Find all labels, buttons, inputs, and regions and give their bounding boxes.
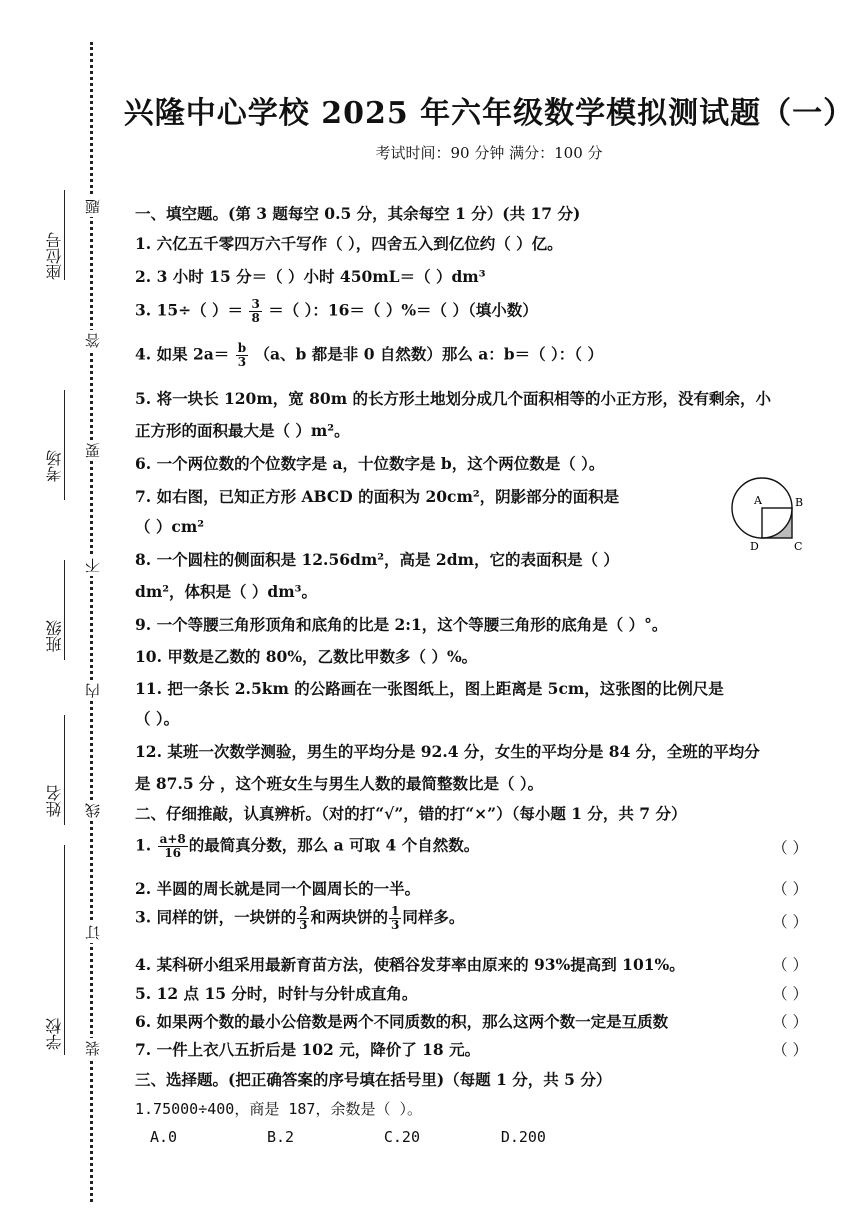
exam-room-blank [64,390,65,500]
question-1-6: 6. 一个两位数的个位数字是 a，十位数字是 b，这个两位数是（ ）。 [135,454,605,473]
question-2-2: 2. 半圆的周长就是同一个圆周长的一半。 [135,879,421,898]
question-3-1-options [150,1128,830,1146]
q2-1-prefix: 1. [135,835,152,855]
question-1-1: 1. 六亿五千零四万六千写作（ ），四舍五入到亿位约（ ）亿。 [135,234,563,253]
q2-3-part-c: 同样多。 [402,907,465,927]
fraction [249,298,261,325]
school-blank [64,845,65,1055]
circle-square-figure [722,470,814,558]
name-label: 姓名 [44,785,64,817]
question-2-4: 4. 某科研小组采用最新育苗方法，使稻谷发芽率由原来的 93%提高到 101%。 [135,955,685,974]
question-1-5-line2: 正方形的面积最大是（ ）m²。 [135,421,350,440]
seal-char: 要 [82,440,102,461]
q2-3-part-b: 和两块饼的 [310,907,388,927]
question-1-7-line1: 7. 如右图，已知正方形 ABCD 的面积为 20cm²，阴影部分的面积是 [135,487,620,506]
school-label: 学校 [44,1018,64,1050]
question-1-12-line1: 12. 某班一次数学测验，男生的平均分是 92.4 分，女生的平均分是 84 分，全班的平均分 [135,742,760,761]
question-1-11-line1: 11. 把一条长 2.5km 的公路画在一张图纸上，图上距离是 5cm，这张图的比例尺是 [135,679,724,698]
q3-part-a: 3. 15÷（ ）＝ [135,300,244,320]
question-2-6: 6. 如果两个数的最小公倍数是两个不同质数的积，那么这两个数一定是互质数 [135,1012,669,1031]
seal-char: 线 [82,800,102,821]
section3-heading: 三、选择题。(把正确答案的序号填在括号里)（每题 1 分，共 5 分） [135,1070,612,1089]
question-3-1: 1.75000÷400，商是 187，余数是（ ）。 [135,1100,422,1118]
answer-bracket[interactable]: （ ） [772,985,808,1003]
numerator: 2 [299,904,308,918]
question-1-7-line2: （ ）cm² [135,517,205,536]
question-1-5-line1: 5. 将一块长 120m，宽 80m 的长方形土地划分成几个面积相等的小正方形，没有剩余，小 [135,389,771,408]
answer-bracket[interactable]: （ ） [772,956,808,974]
section1-heading: 一、填空题。(第 3 题每空 0.5 分，其余每空 1 分）(共 17 分) [135,204,581,223]
denominator: 3 [237,355,247,369]
option-a[interactable]: A.0 [150,1128,178,1146]
seat-number-label: 座位号 [44,232,64,280]
fraction [297,905,309,932]
answer-bracket[interactable]: （ ） [772,1013,808,1031]
question-2-5: 5. 12 点 15 分时，时针与分针成直角。 [135,984,418,1003]
fraction [158,833,188,860]
question-1-4 [135,342,830,369]
seat-number-blank [64,190,65,280]
section2-heading: 二、仔细推敲，认真辨析。（对的打“√”，错的打“×”）（每小题 1 分，共 7 分） [135,804,687,823]
fraction [236,342,248,369]
answer-bracket[interactable]: （ ） [772,839,808,857]
q4-part-b: （a、b 都是非 0 自然数）那么 a：b＝（ ）：（ ） [254,344,603,364]
numerator: 3 [251,297,260,311]
label-b: B [795,496,804,509]
denominator: 8 [251,311,260,325]
label-a: A [754,494,762,507]
question-1-11-line2: （ ）。 [135,709,180,728]
binding-margin [0,0,118,1215]
seal-char: 内 [82,680,102,701]
option-c[interactable]: C.20 [383,1128,420,1146]
option-d[interactable]: D.200 [500,1128,546,1146]
page-title: 兴隆中心学校 2025 年六年级数学模拟测试题（一） [123,96,855,131]
numerator: 1 [390,904,400,918]
q4-part-a: 4. 如果 2a＝ [135,344,230,364]
option-b[interactable]: B.2 [266,1128,295,1146]
question-1-8-line1: 8. 一个圆柱的侧面积是 12.56dm²，高是 2dm，它的表面积是（ ） [135,550,619,569]
exam-room-label: 考场 [44,450,64,482]
numerator: a+8 [159,832,186,846]
question-1-9: 9. 一个等腰三角形顶角和底角的比是 2:1，这个等腰三角形的底角是（ ）°。 [135,615,668,634]
fraction [389,905,401,932]
class-blank [64,560,65,660]
denominator: 3 [390,918,400,932]
answer-bracket[interactable]: （ ） [772,913,808,931]
seal-char: 不 [82,555,102,576]
question-1-10: 10. 甲数是乙数的 80%，乙数比甲数多（ ）%。 [135,647,478,666]
q2-3-part-a: 3. 同样的饼，一块饼的 [135,907,297,927]
question-1-8-line2: dm²，体积是（ ）dm³。 [135,582,317,601]
denominator: 16 [164,846,182,860]
q3-part-b: ＝（ ）：16＝（ ）%＝（ ）（填小数） [268,300,538,320]
seal-char: 订 [82,922,102,943]
exam-info: 考试时间：90 分钟 满分：100 分 [375,144,603,162]
seal-char: 题 [82,196,102,217]
question-2-7: 7. 一件上衣八五折后是 102 元，降价了 18 元。 [135,1040,481,1059]
answer-bracket[interactable]: （ ） [772,880,808,898]
seal-char: 装 [82,1038,102,1059]
question-1-3 [135,298,830,325]
question-1-12-line2: 是 87.5 分 ，这个班女生与男生人数的最简整数比是（ ）。 [135,774,544,793]
seal-char: 答 [82,330,102,351]
label-d: D [750,540,759,553]
question-2-1 [135,833,830,860]
denominator: 3 [299,918,308,932]
class-label: 班级 [44,620,64,652]
question-1-2: 2. 3 小时 15 分＝（ ）小时 450mL＝（ ）dm³ [135,267,486,286]
answer-bracket[interactable]: （ ） [772,1041,808,1059]
label-c: C [794,540,803,553]
name-blank [64,715,65,825]
question-2-3 [135,905,830,932]
q2-1-text: 的最简真分数，那么 a 可取 4 个自然数。 [188,835,480,855]
numerator: b [237,341,247,355]
